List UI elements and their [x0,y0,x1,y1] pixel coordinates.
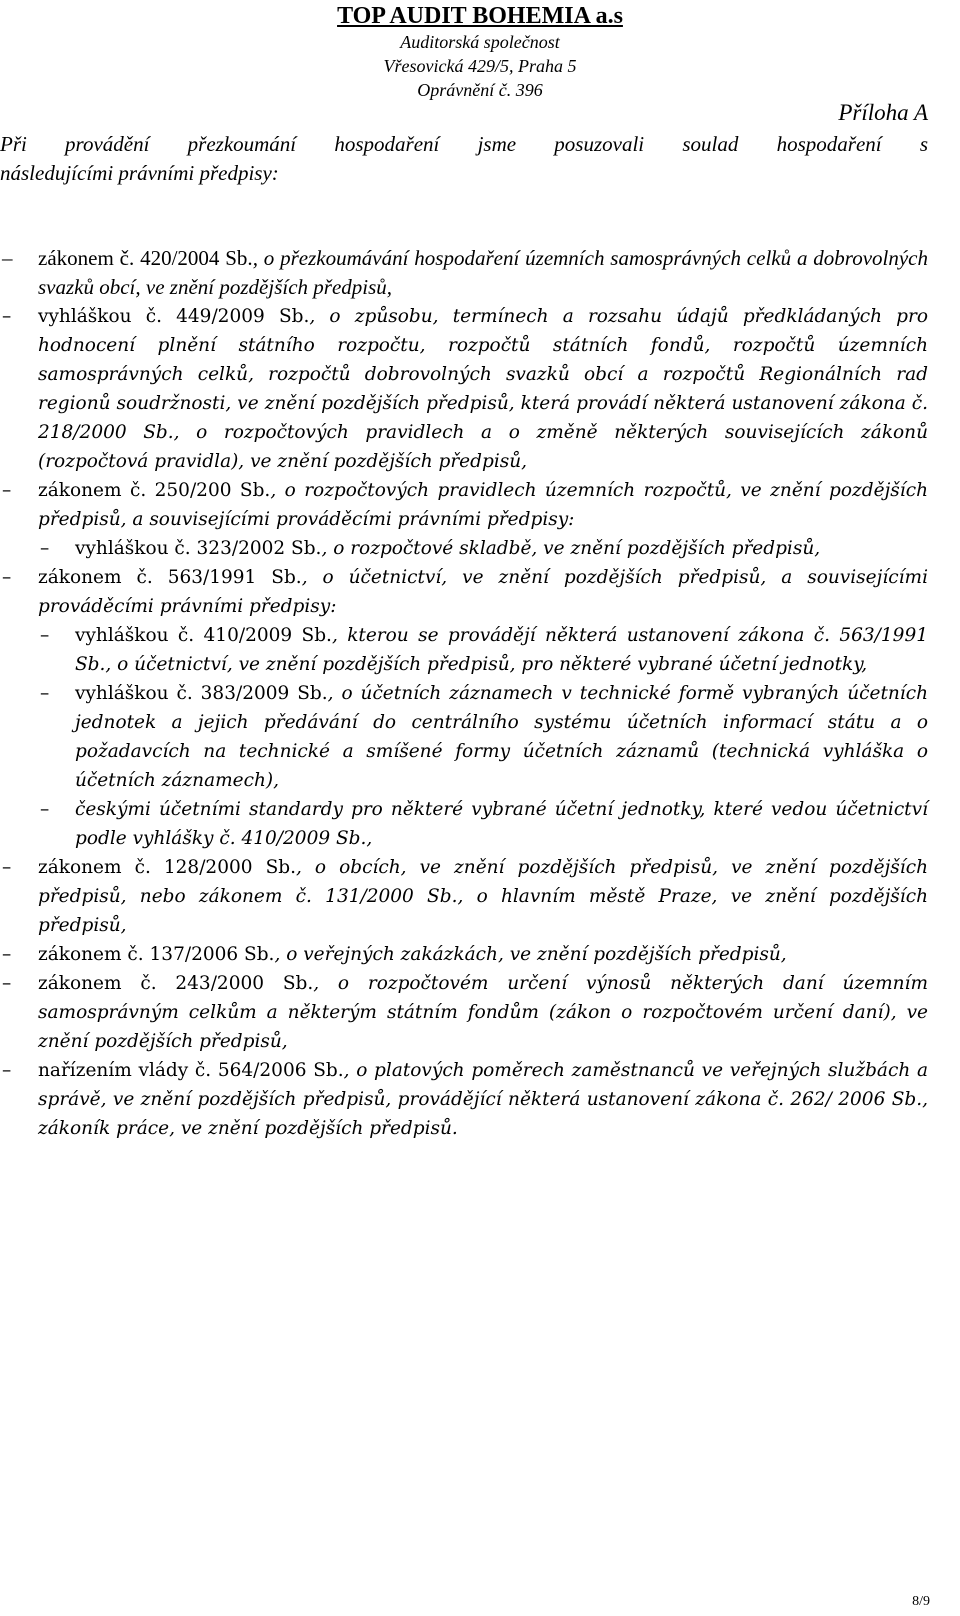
regulations-list [0,244,928,1143]
item-desc: , o rozpočtových pravidlech územních rozpočtů, ve znění pozdějších předpisů, a souvisejícími prováděcími právními předpisy: [38,480,928,530]
item-desc: , o platových poměrech zaměstnanců ve veřejných službách a správě, ve znění pozdějších předpisů, provádějící některá ustanovení zákona č. 262/ 2006 Sb., zákoník práce, ve znění pozdějších předpisů. [38,1060,928,1139]
item-desc: , o rozpočtové skladbě, ve znění pozdějších předpisů, [321,538,821,559]
list-item [0,1056,928,1143]
list-item [0,969,928,1056]
letterhead [0,0,960,102]
item-desc: , o rozpočtovém určení výnosů některých daní územním samosprávným celkům a některým státním fondům (zákon o rozpočtovém určení daní), ve znění pozdějších předpisů, [38,973,928,1052]
item-ref: zákonem č. 243/2000 Sb. [38,973,314,994]
item-desc: , o účetnictví, ve znění pozdějších předpisů, a souvisejícími prováděcími právními předpisy: [38,567,929,617]
item-ref: zákonem č. 137/2006 Sb. [38,944,275,965]
list-item [0,940,928,969]
page-number: 8/9 [912,1594,930,1609]
list-item [0,534,928,563]
item-desc: českými účetními standardy pro některé vybrané účetní jednotky, které vedou účetnictví podle vyhlášky č. 410/2009 Sb., [75,799,928,849]
company-address: Vřesovická 429/5, Praha 5 [383,56,577,76]
intro-line-1: Při provádění přezkoumání hospodaření jsme posuzovali soulad hospodaření s [0,132,928,156]
list-item [0,621,928,679]
list-item [0,679,928,795]
list-item [0,853,928,940]
list-item [0,302,928,476]
intro-paragraph [0,130,928,188]
item-ref: vyhláškou č. 383/2009 Sb. [75,683,328,704]
intro-line-2: následujícími právními předpisy: [0,161,279,185]
list-item [0,795,928,853]
item-desc: , o účetních záznamech v technické formě vybraných účetních jednotek a jejich předávání do centrálního systému účetních informací státu a o požadavcích na technické a smíšené formy účetních záznamů (technická vyhláška o účetních záznamech), [75,683,928,791]
item-desc: , o přezkoumávání hospodaření územních samosprávných celků a dobrovolných svazků obcí, ve znění pozdějších předpisů, [38,246,928,299]
item-ref: vyhláškou č. 449/2009 Sb. [38,306,310,327]
item-ref: nařízením vlády č. 564/2006 Sb. [38,1060,344,1081]
list-item [0,244,928,302]
item-ref: vyhláškou č. 410/2009 Sb. [75,625,332,646]
list-item [0,563,928,621]
item-ref: zákonem č. 250/200 Sb. [38,480,271,501]
item-ref: vyhláškou č. 323/2002 Sb. [75,538,322,559]
item-desc: , o obcích, ve znění pozdějších předpisů, ve znění pozdějších předpisů, nebo zákonem č. 131/2000 Sb., o hlavním městě Praze, ve znění pozdějších předpisů, [38,857,928,936]
item-desc: , o způsobu, termínech a rozsahu údajů předkládaných pro hodnocení plnění státního rozpočtu, rozpočtů státních fondů, rozpočtů územních samosprávných celků, rozpočtů dobrovolných svazků obcí a rozpočtů Regionálních rad regionů soudržnosti, ve znění pozdějších předpisů, která provádí některá ustanovení zákona č. 218/2000 Sb., o rozpočtových pravidlech a o změně některých souvisejících zákonů (rozpočtová pravidla), ve znění pozdějších předpisů, [38,306,928,472]
list-item [0,476,928,534]
company-subtitle: Auditorská společnost [400,32,560,52]
item-desc: , kterou se provádějí některá ustanovení zákona č. 563/1991 Sb., o účetnictví, ve znění pozdějších předpisů, pro některé vybrané účetní jednotky, [75,625,928,675]
item-ref: zákonem č. 128/2000 Sb. [38,857,296,878]
company-license: Oprávnění č. 396 [417,80,543,100]
company-name: TOP AUDIT BOHEMIA a.s [337,3,623,29]
item-desc: , o veřejných zakázkách, ve znění pozdějších předpisů, [274,944,787,965]
item-ref: zákonem č. 563/1991 Sb. [38,567,302,588]
item-ref: zákonem č. 420/2004 Sb. [38,246,253,270]
appendix-label: Příloha A [838,100,928,125]
